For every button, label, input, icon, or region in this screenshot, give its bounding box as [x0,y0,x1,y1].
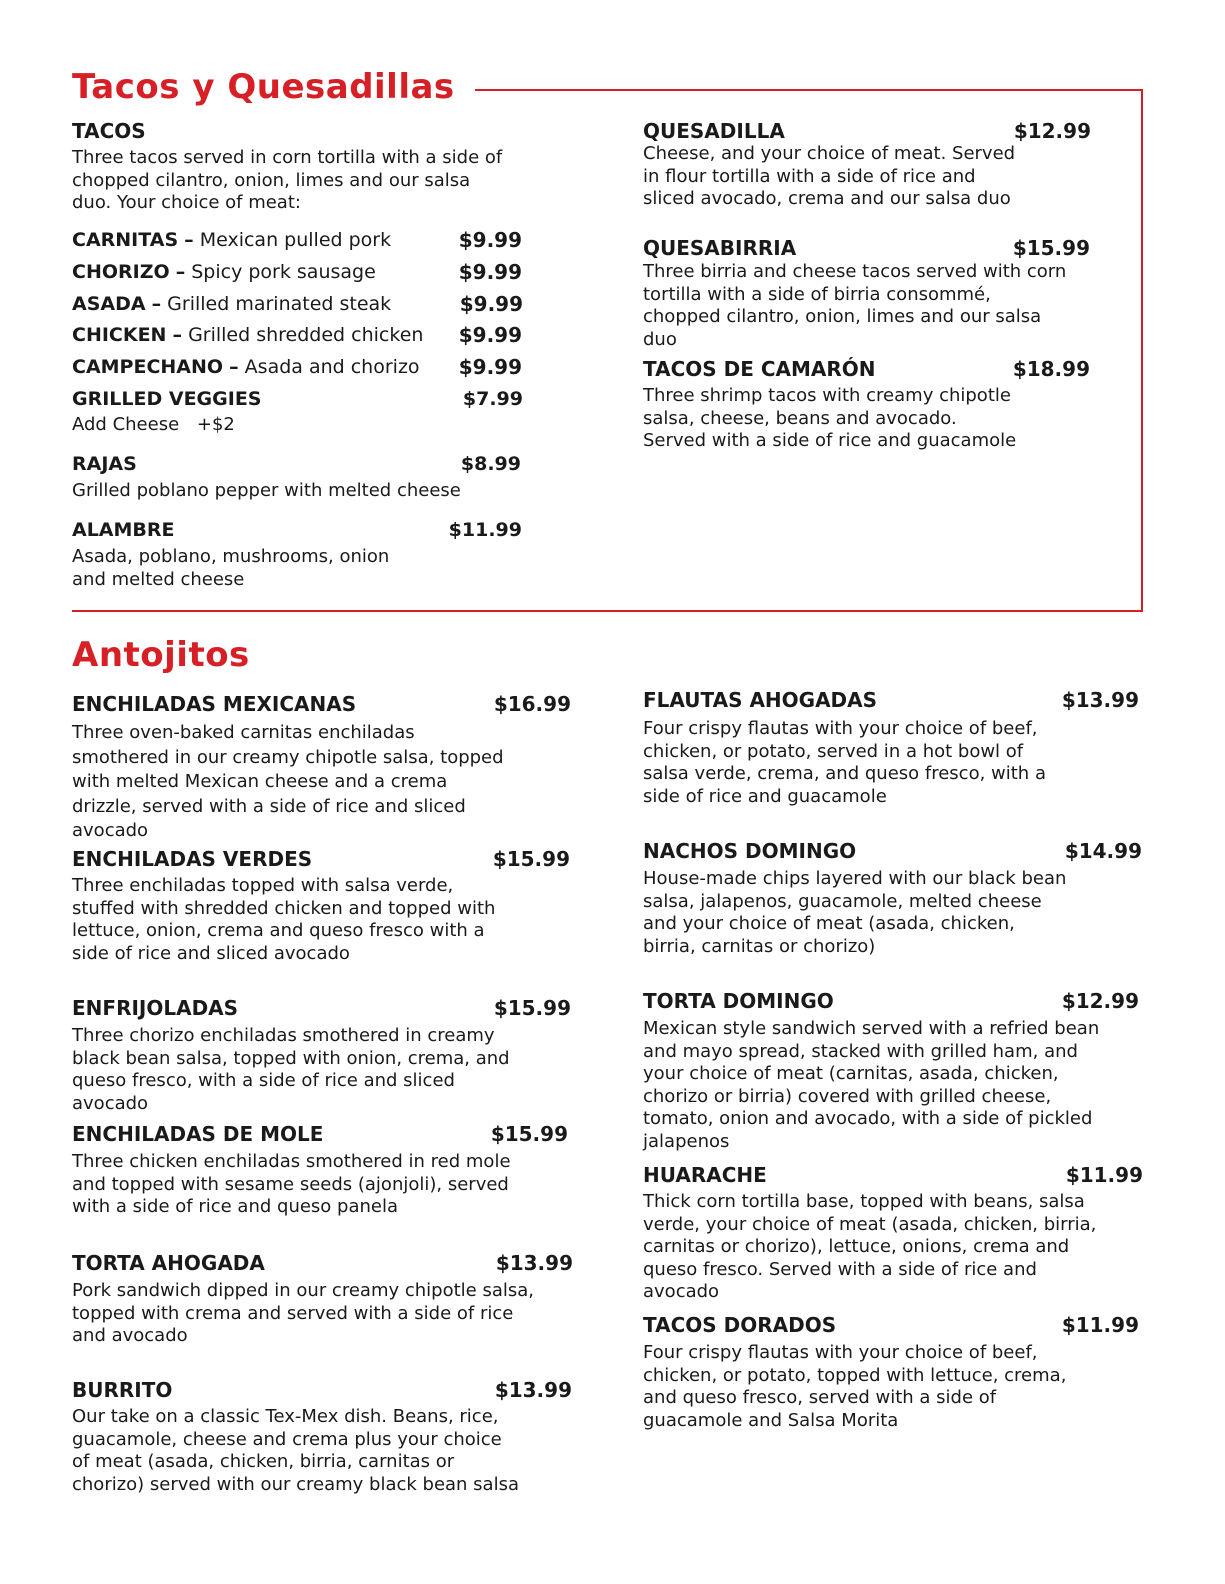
option-dash: – [184,229,194,251]
item-price: $12.99 [1061,989,1139,1013]
item-price: $11.99 [1061,1313,1139,1337]
item-name: TACOS DORADOS [643,1313,837,1337]
item-name: HUARACHE [643,1163,767,1187]
item-name: ENCHILADAS MEXICANAS [72,692,357,716]
item-price: $15.99 [1012,236,1090,260]
item-price: $12.99 [1013,119,1091,143]
item-name: ALAMBRE [72,519,175,541]
option-dash: – [229,356,239,378]
item-name: ENCHILADAS VERDES [72,847,313,871]
item-name: QUESABIRRIA [643,236,797,260]
item-price: $14.99 [1064,839,1142,863]
item-name: ENFRIJOLADAS [72,996,239,1020]
frame-top-rule [475,89,1143,91]
item-name: TACOS DE CAMARÓN [643,357,876,381]
item-name: TORTA AHOGADA [72,1251,265,1275]
item-name: GRILLED VEGGIES [72,388,262,410]
item-price: $11.99 [1065,1163,1143,1187]
item-desc: Four crispy flautas with your choice of beef, chicken, or potato, served in a hot bowl of salsa verde, crema, and queso fresco, with a side of rice and guacamole [643,718,1046,807]
option-dash: – [151,293,162,315]
item-name: FLAUTAS AHOGADAS [643,688,878,712]
addon-label: Add Cheese [72,414,180,435]
item-desc: Grilled poblano pepper with melted cheese [72,480,461,501]
item-name: NACHOS DOMINGO [643,839,857,863]
option-price: $9.99 [459,292,523,316]
option-name: CHICKEN [72,324,167,346]
item-desc: Three tacos served in corn tortilla with a side of chopped cilantro, onion, limes and our salsa duo. Your choice of meat: [72,147,503,214]
item-name: ENCHILADAS DE MOLE [72,1122,324,1146]
option-desc: Mexican pulled pork [199,229,392,251]
option-name: CHORIZO [72,261,170,283]
section-title-antojitos: Antojitos [72,635,250,675]
option-desc: Asada and chorizo [244,356,420,378]
item-price: $15.99 [493,996,571,1020]
option-name: ASADA [72,293,146,315]
item-price: $7.99 [462,388,523,410]
item-name: QUESADILLA [643,119,785,143]
item-desc: Thick corn tortilla base, topped with beans, salsa verde, your choice of meat (asada, chicken, birria, carnitas or chorizo), lettuce, onions, crema and queso fresco. Served with a side of rice and avocado [643,1191,1097,1303]
item-price: $13.99 [1061,688,1139,712]
tacos-block [72,119,532,215]
option-name: CARNITAS [72,229,179,251]
option-dash: – [172,324,183,346]
item-price: $18.99 [1012,357,1090,381]
option-name: CAMPECHANO [72,356,224,378]
option-price: $9.99 [458,355,522,379]
item-desc: Three birria and cheese tacos served with corn tortilla with a side of birria consommé, chopped cilantro, onion, limes and our salsa duo [643,261,1067,350]
option-price: $9.99 [458,228,522,252]
item-desc: Our take on a classic Tex-Mex dish. Beans, rice, guacamole, cheese and crema plus your choice of meat (asada, chicken, birria, carnitas or chorizo) served with our creamy black bean salsa [72,1406,519,1495]
item-price: $16.99 [493,692,571,716]
item-desc: Three chicken enchiladas smothered in red mole and topped with sesame seeds (ajonjoli), served with a side of rice and queso panela [72,1151,511,1218]
item-price: $13.99 [494,1378,572,1402]
item-desc: Asada, poblano, mushrooms, onion and melted cheese [72,546,390,590]
item-price: $13.99 [495,1251,573,1275]
item-desc: Mexican style sandwich served with a refried bean and mayo spread, stacked with grilled ham, and your choice of meat (carnitas, asada, chicken, chorizo or birria) covered with grilled cheese, tomato, onion and avocado, with a side of pickled jalapenos [643,1018,1100,1152]
frame-right-rule [1141,89,1143,612]
item-name: BURRITO [72,1378,173,1402]
addon [72,413,235,437]
addon-price: +$2 [196,414,235,435]
option-desc: Grilled shredded chicken [188,324,424,346]
item-desc: Cheese, and your choice of meat. Served in flour tortilla with a side of rice and sliced avocado, crema and our salsa duo [643,143,1016,210]
item-desc: Three enchiladas topped with salsa verde, stuffed with shredded chicken and topped with lettuce, onion, crema and queso fresco with a side of rice and sliced avocado [72,875,496,964]
option-price: $9.99 [458,323,522,347]
item-desc: Pork sandwich dipped in our creamy chipotle salsa, topped with crema and served with a side of rice and avocado [72,1280,534,1347]
frame-bottom-rule [72,610,1143,612]
item-desc: Four crispy flautas with your choice of beef, chicken, or potato, topped with lettuce, crema, and queso fresco, served with a side of guacamole and Salsa Morita [643,1342,1067,1431]
item-name: TACOS [72,119,146,143]
item-name: RAJAS [72,453,137,475]
item-desc: Three chorizo enchiladas smothered in creamy black bean salsa, topped with onion, crema, and queso fresco, with a side of rice and sliced avocado [72,1025,510,1114]
item-desc: House-made chips layered with our black bean salsa, jalapenos, guacamole, melted cheese and your choice of meat (asada, chicken, birria, carnitas or chorizo) [643,868,1067,957]
item-price: $11.99 [448,519,522,541]
item-desc: Three oven-baked carnitas enchiladas smothered in our creamy chipotle salsa, topped with melted Mexican cheese and a crema drizzle, served with a side of rice and sliced avocado [72,722,504,841]
section-title-tacos-quesadillas: Tacos y Quesadillas [72,67,455,107]
item-desc: Three shrimp tacos with creamy chipotle salsa, cheese, beans and avocado. Served with a side of rice and guacamole [643,385,1017,452]
item-price: $8.99 [460,453,521,475]
option-desc: Spicy pork sausage [191,261,376,283]
option-desc: Grilled marinated steak [167,293,392,315]
option-dash: – [175,261,186,283]
item-price: $15.99 [490,1122,568,1146]
item-price: $15.99 [492,847,570,871]
item-name: TORTA DOMINGO [643,989,834,1013]
option-price: $9.99 [458,260,522,284]
